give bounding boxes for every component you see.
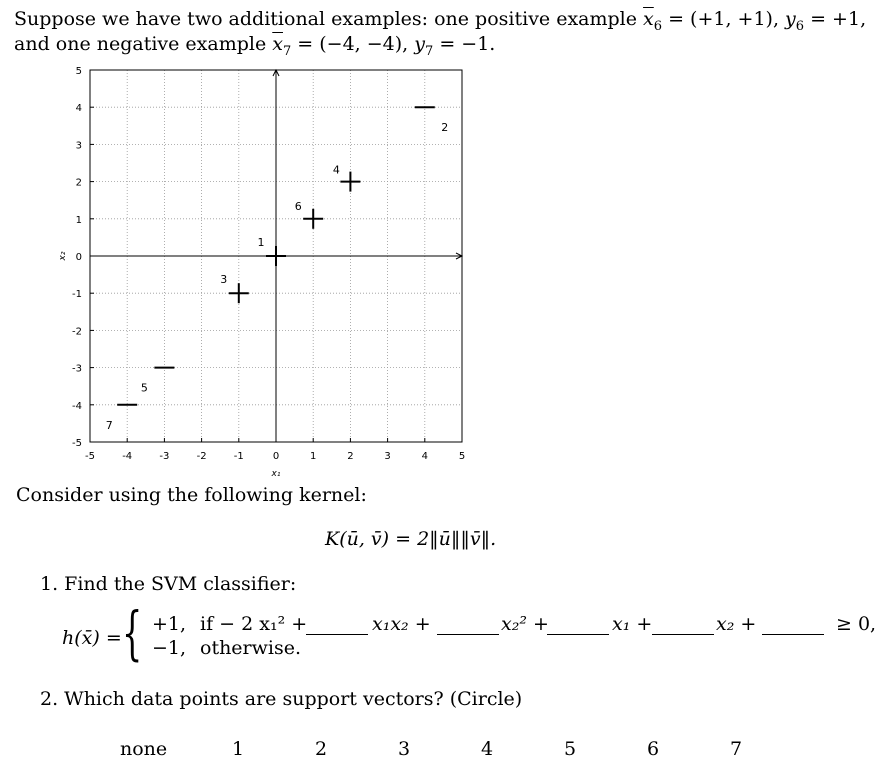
- y-tick-label: 5: [75, 66, 82, 77]
- option-6[interactable]: 6: [647, 738, 660, 760]
- option-4[interactable]: 4: [481, 738, 494, 760]
- x-tick-label: -5: [85, 451, 95, 462]
- h-lhs: h(x̄) =: [62, 627, 122, 649]
- option-7[interactable]: 7: [730, 738, 743, 760]
- intro-line-2: and one negative example $\overline{x}_7 = (-4$, −4), $y_7 = -1$.: [14, 33, 496, 59]
- question-2-label: 2. Which data points are support vectors? (Circle): [40, 688, 523, 710]
- y-tick-label: 0: [75, 252, 82, 263]
- y-tick-label: -2: [72, 326, 82, 338]
- term-x2: x₂ +: [716, 613, 757, 635]
- question-1-label: 1. Find the SVM classifier:: [40, 573, 297, 595]
- x-tick-label: -3: [159, 451, 170, 462]
- answer-blank-3[interactable]: [547, 620, 609, 635]
- y-tick-label: 4: [75, 103, 82, 115]
- case1-condition: if − 2 x₁² +: [200, 613, 308, 635]
- y-tick-label: 2: [75, 177, 82, 189]
- answer-blank-5[interactable]: [762, 620, 824, 635]
- term-x1x2: x₁x₂ +: [372, 613, 431, 635]
- y-tick-label: 3: [75, 140, 82, 152]
- x-tick-label: 5: [458, 451, 466, 462]
- term-x2sq: x₂² +: [501, 613, 549, 635]
- case-brace: {: [122, 599, 143, 667]
- point-label: 6: [294, 199, 302, 213]
- x-tick-label: -4: [122, 451, 133, 462]
- case1-value: +1,: [152, 613, 187, 635]
- answer-blank-4[interactable]: [652, 620, 714, 635]
- x-axis-label: x₁: [271, 469, 281, 479]
- case2-condition: otherwise.: [200, 637, 302, 659]
- x-tick-label: 0: [272, 451, 280, 462]
- x-tick-label: -1: [233, 451, 244, 462]
- x-tick-label: 1: [310, 451, 317, 462]
- inequality-tail: ≥ 0,: [836, 613, 877, 635]
- answer-blank-1[interactable]: [306, 620, 368, 635]
- option-3[interactable]: 3: [398, 738, 411, 760]
- point-label: 2: [441, 121, 449, 135]
- intro-line-1: Suppose we have two additional examples: one positive example $\overline{x}_6 = (+1$, +1), $y_6 = +1$,: [14, 8, 867, 34]
- x-tick-label: 4: [421, 451, 428, 462]
- option-2[interactable]: 2: [315, 738, 328, 760]
- y-tick-label: -3: [72, 363, 82, 375]
- x-tick-label: -2: [196, 451, 207, 462]
- term-x1: x₁ +: [612, 613, 653, 635]
- x-tick-label: 3: [384, 451, 391, 462]
- y-tick-label: -1: [72, 289, 82, 301]
- point-label: 5: [140, 381, 148, 395]
- answer-blank-2[interactable]: [437, 620, 499, 635]
- option-5[interactable]: 5: [564, 738, 577, 760]
- point-label: 4: [332, 163, 340, 177]
- point-label: 1: [257, 236, 265, 249]
- option-none[interactable]: none: [120, 738, 168, 760]
- y-tick-label: -4: [72, 400, 82, 412]
- x-tick-label: 2: [347, 451, 354, 462]
- case2-value: −1,: [152, 637, 187, 659]
- y-tick-label: -5: [72, 438, 82, 449]
- y-axis-label: x₂: [58, 251, 68, 261]
- point-label: 7: [105, 418, 113, 432]
- kernel-intro: Consider using the following kernel:: [16, 484, 367, 506]
- y-tick-label: 1: [75, 214, 82, 226]
- option-1[interactable]: 1: [232, 738, 245, 760]
- kernel-formula: K(ū, v̄) = 2‖ū‖‖v̄‖.: [325, 528, 497, 550]
- point-label: 3: [220, 273, 228, 287]
